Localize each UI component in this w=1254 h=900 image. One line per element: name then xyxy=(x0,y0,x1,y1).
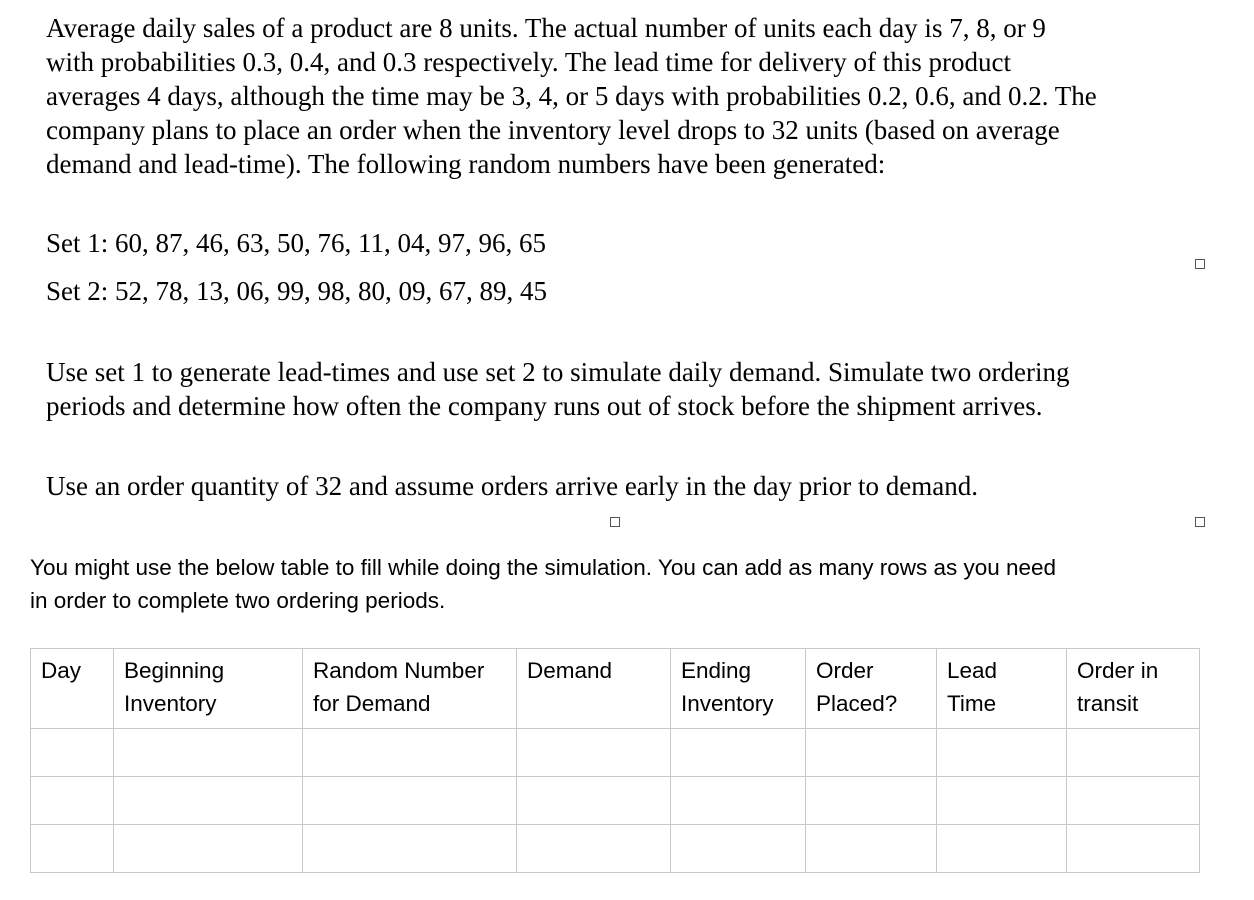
header-order-in-transit: Order in transit xyxy=(1067,649,1200,729)
table-cell[interactable] xyxy=(114,729,303,777)
random-set-2: Set 2: 52, 78, 13, 06, 99, 98, 80, 09, 67, 89, 45 xyxy=(46,276,548,306)
table-intro-text: You might use the below table to fill while doing the simulation. You can add as many rows as you need in order to complete two ordering periods. xyxy=(30,555,1057,613)
table-cell[interactable] xyxy=(671,777,806,825)
table-header-row xyxy=(31,649,1200,729)
problem-statement: Average daily sales of a product are 8 units. The actual number of units each day is 7, 8, or 9 with probabilities 0.3, 0.4, and 0.3 respectively. The lead time for delivery of this product averages 4 days, although the time may be 3, 4, or 5 days with probabilities 0.2, 0.6, and 0.2. The company plans to place an order when the inventory level drops to 32 units (based on average demand and lead-time). The following random numbers have been generated: xyxy=(46,13,1097,179)
table-cell[interactable] xyxy=(114,825,303,873)
table-cell[interactable] xyxy=(517,729,671,777)
random-set-1: Set 1: 60, 87, 46, 63, 50, 76, 11, 04, 97, 96, 65 xyxy=(46,228,547,258)
table-row xyxy=(31,729,1200,777)
table-cell[interactable] xyxy=(31,777,114,825)
table-cell[interactable] xyxy=(517,825,671,873)
table-cell[interactable] xyxy=(517,777,671,825)
table-row xyxy=(31,777,1200,825)
table-cell[interactable] xyxy=(1067,825,1200,873)
table-cell[interactable] xyxy=(937,777,1067,825)
simulation-table xyxy=(30,648,1200,873)
table-cell[interactable] xyxy=(671,729,806,777)
table-cell[interactable] xyxy=(31,825,114,873)
table-cell[interactable] xyxy=(806,777,937,825)
header-demand: Demand xyxy=(517,649,671,729)
table-cell[interactable] xyxy=(303,777,517,825)
table-row xyxy=(31,825,1200,873)
table-cell[interactable] xyxy=(1067,777,1200,825)
table-cell[interactable] xyxy=(937,825,1067,873)
table-cell[interactable] xyxy=(31,729,114,777)
table-cell[interactable] xyxy=(937,729,1067,777)
table-cell[interactable] xyxy=(806,825,937,873)
header-lead-time: Lead Time xyxy=(937,649,1067,729)
header-day: Day xyxy=(31,649,114,729)
header-random-number-for-demand: Random Number for Demand xyxy=(303,649,517,729)
table-cell[interactable] xyxy=(806,729,937,777)
simulation-instructions: Use set 1 to generate lead-times and use set 2 to simulate daily demand. Simulate two ordering periods and determine how often the company runs out of stock before the shipment arrives. xyxy=(46,357,1070,421)
header-ending-inventory: Ending Inventory xyxy=(671,649,806,729)
object-anchor-box[interactable] xyxy=(610,517,620,527)
table-cell[interactable] xyxy=(303,825,517,873)
object-anchor-box[interactable] xyxy=(1195,517,1205,527)
header-beginning-inventory: Beginning Inventory xyxy=(114,649,303,729)
table-cell[interactable] xyxy=(114,777,303,825)
table-cell[interactable] xyxy=(1067,729,1200,777)
object-anchor-box[interactable] xyxy=(1195,259,1205,269)
order-quantity-note: Use an order quantity of 32 and assume orders arrive early in the day prior to demand. xyxy=(46,471,978,501)
header-order-placed: Order Placed? xyxy=(806,649,937,729)
table-cell[interactable] xyxy=(671,825,806,873)
table-cell[interactable] xyxy=(303,729,517,777)
